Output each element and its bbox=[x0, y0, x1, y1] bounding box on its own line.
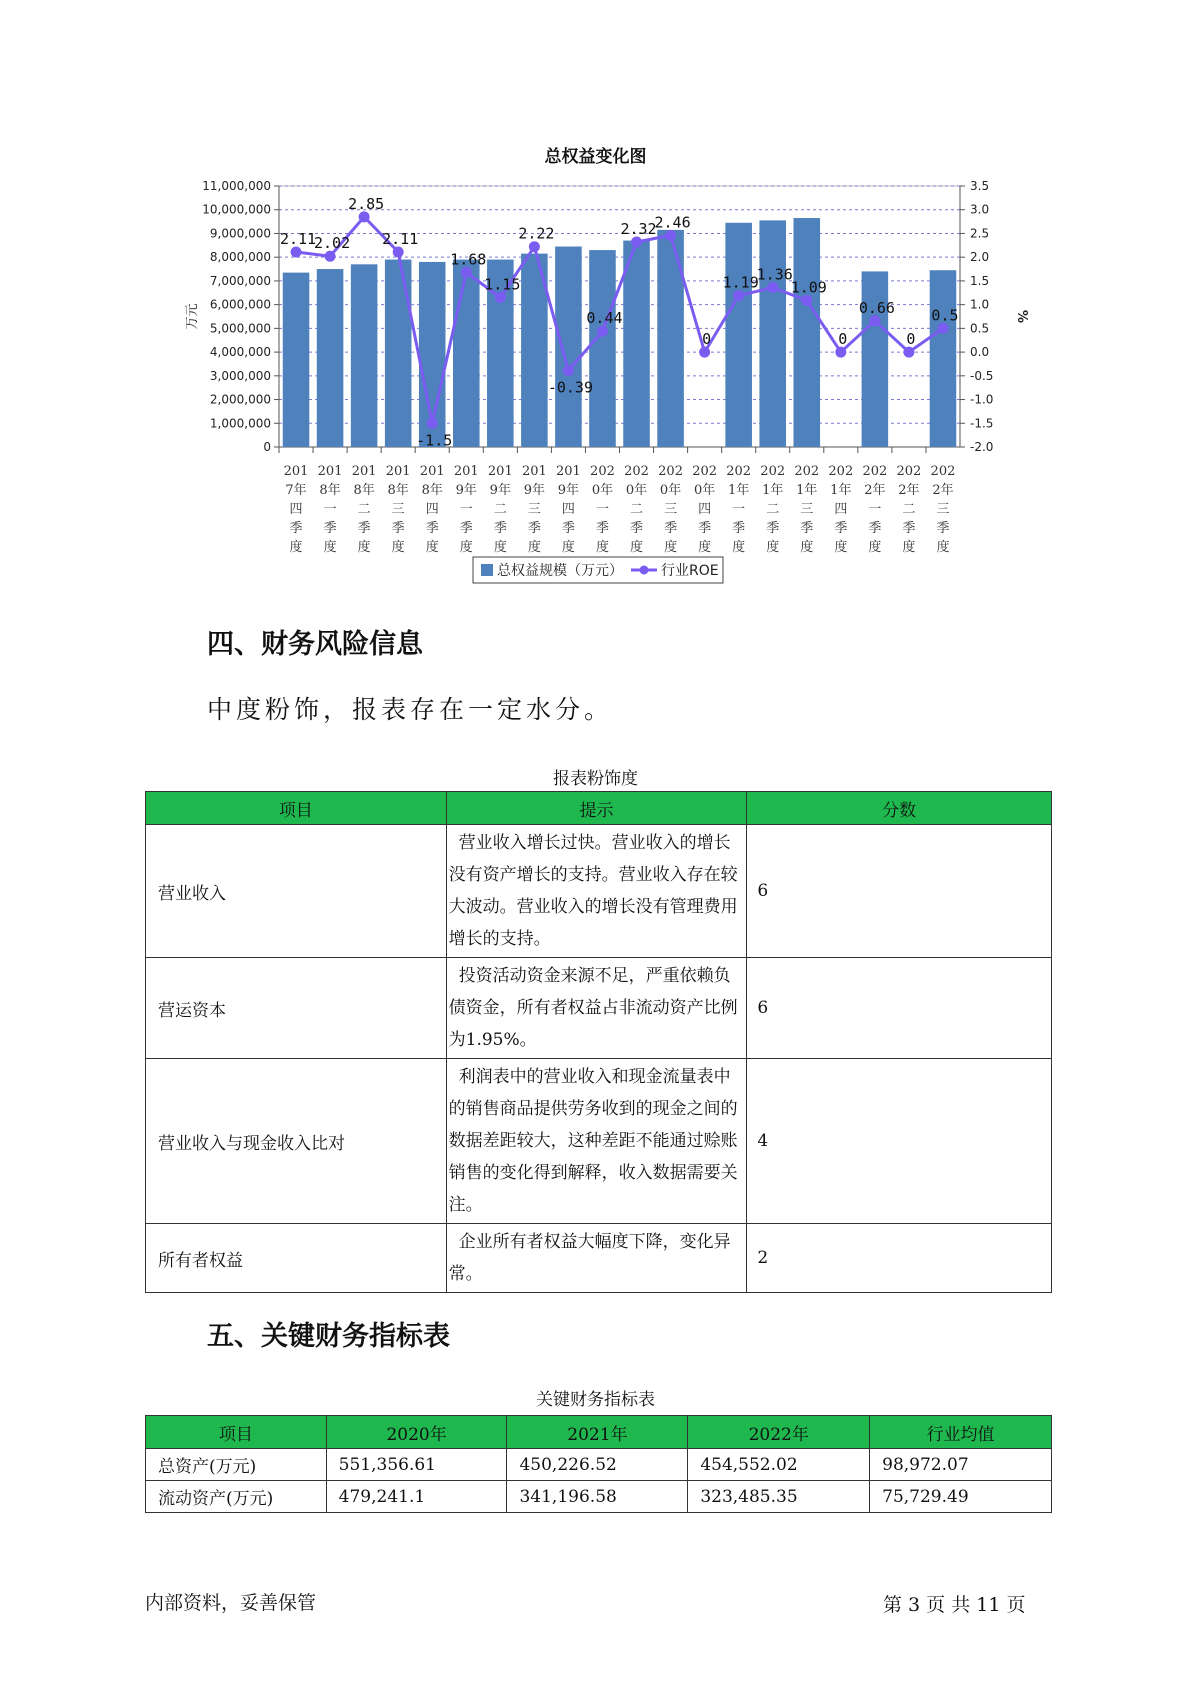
roe-data-label: 0.66 bbox=[858, 298, 895, 317]
x-tick-label: 度 bbox=[357, 540, 371, 555]
x-tick-label: 度 bbox=[766, 540, 780, 555]
table-row bbox=[146, 1059, 1052, 1224]
y-tick-label: 1,000,000 bbox=[209, 416, 271, 431]
score-cell: 4 bbox=[747, 1059, 1052, 1224]
x-tick-label: 9年 bbox=[523, 483, 546, 498]
x-tick-label: 季 bbox=[459, 521, 473, 536]
bar bbox=[862, 271, 889, 447]
x-tick-label: 9年 bbox=[455, 483, 477, 498]
column-header: 2021年 bbox=[507, 1416, 688, 1449]
x-tick-label: 一 bbox=[732, 502, 746, 517]
bar bbox=[793, 218, 820, 447]
x-tick-label: 202 bbox=[896, 464, 922, 479]
x-tick-label: 0年 bbox=[625, 483, 648, 498]
roe-data-label: 2.32 bbox=[620, 219, 657, 238]
legend-label: 行业ROE bbox=[661, 563, 719, 579]
table-cell: 479,241.1 bbox=[326, 1481, 507, 1513]
x-tick-label: 度 bbox=[902, 540, 916, 555]
roe-point bbox=[903, 347, 914, 358]
x-tick-label: 季 bbox=[527, 521, 541, 536]
table-row bbox=[146, 825, 1052, 958]
x-tick-label: 202 bbox=[624, 464, 649, 479]
x-tick-label: 202 bbox=[828, 464, 854, 479]
x-tick-label: 度 bbox=[323, 540, 337, 555]
y-tick-label: 2,000,000 bbox=[209, 392, 271, 407]
x-tick-label: 0年 bbox=[659, 483, 682, 498]
column-header: 提示 bbox=[446, 792, 747, 825]
x-tick-label: 9年 bbox=[489, 483, 511, 498]
y-tick-label: 9,000,000 bbox=[209, 226, 271, 241]
x-tick-label: 度 bbox=[289, 540, 303, 555]
y-tick-label: 0 bbox=[263, 440, 271, 454]
bar bbox=[453, 260, 480, 447]
x-tick-label: 季 bbox=[425, 521, 439, 536]
x-tick-label: 三 bbox=[664, 502, 678, 517]
x-tick-label: 0年 bbox=[591, 483, 614, 498]
x-tick-label: 2年 bbox=[864, 483, 886, 498]
y2-tick-label: -2.0 bbox=[970, 440, 994, 454]
x-tick-label: 0年 bbox=[693, 483, 716, 498]
page-number: 第 3 页 共 11 页 bbox=[883, 1594, 1026, 1616]
risk-summary-text: 中度粉饰，报表存在一定水分。 bbox=[207, 695, 614, 724]
score-cell: 2 bbox=[747, 1224, 1052, 1293]
roe-data-label: 1.09 bbox=[790, 278, 827, 297]
x-tick-label: 三 bbox=[936, 502, 950, 517]
x-tick-label: 二 bbox=[357, 502, 371, 517]
x-tick-label: 度 bbox=[493, 540, 507, 555]
x-tick-label: 9年 bbox=[557, 483, 580, 498]
y2-tick-label: 1.5 bbox=[970, 273, 990, 288]
roe-point bbox=[427, 418, 438, 429]
x-tick-label: 度 bbox=[800, 540, 814, 555]
roe-data-label: 2.22 bbox=[518, 224, 555, 243]
table-cell: 341,196.58 bbox=[507, 1481, 688, 1513]
x-tick-label: 季 bbox=[630, 521, 644, 536]
y2-tick-label: -0.5 bbox=[970, 368, 994, 383]
table-row bbox=[146, 958, 1052, 1059]
x-tick-label: 季 bbox=[357, 521, 371, 536]
tip-cell: 投资活动资金来源不足，严重依赖负债资金，所有者权益占非流动资产比例为1.95%。 bbox=[446, 958, 747, 1059]
column-header: 项目 bbox=[146, 792, 447, 825]
x-tick-label: 201 bbox=[453, 464, 479, 479]
x-tick-label: 季 bbox=[698, 521, 712, 536]
x-tick-label: 2年 bbox=[932, 483, 954, 498]
x-tick-label: 一 bbox=[459, 502, 473, 517]
key-indicators-table bbox=[145, 1415, 1052, 1513]
roe-data-label: 0 bbox=[702, 330, 712, 349]
roe-data-label: 2.11 bbox=[382, 229, 419, 248]
x-tick-label: 季 bbox=[289, 521, 303, 536]
x-tick-label: 三 bbox=[527, 502, 541, 517]
y2-tick-label: -1.5 bbox=[970, 416, 994, 431]
x-tick-label: 季 bbox=[561, 521, 575, 536]
y2-tick-label: 2.5 bbox=[970, 226, 990, 241]
item-cell: 营运资本 bbox=[146, 958, 447, 1059]
table-caption: 关键财务指标表 bbox=[536, 1390, 655, 1410]
legend-label: 总权益规模（万元） bbox=[497, 563, 623, 579]
y2-axis-label: % bbox=[1014, 309, 1029, 324]
x-tick-label: 季 bbox=[766, 521, 780, 536]
bar bbox=[385, 260, 412, 447]
roe-data-label: -0.39 bbox=[547, 378, 594, 397]
x-tick-label: 季 bbox=[595, 521, 609, 536]
x-tick-label: 度 bbox=[595, 540, 609, 555]
legend-line-marker bbox=[640, 566, 649, 575]
table-row bbox=[146, 1224, 1052, 1293]
bar bbox=[759, 220, 786, 447]
x-tick-label: 度 bbox=[732, 540, 746, 555]
legend-bar-swatch bbox=[481, 564, 493, 576]
x-tick-label: 季 bbox=[391, 521, 405, 536]
equity-chart bbox=[0, 0, 1191, 600]
bar bbox=[351, 264, 378, 447]
x-tick-label: 度 bbox=[527, 540, 541, 555]
x-tick-label: 一 bbox=[868, 502, 882, 517]
x-tick-label: 度 bbox=[868, 540, 882, 555]
table-caption: 报表粉饰度 bbox=[553, 769, 638, 789]
column-header: 行业均值 bbox=[870, 1416, 1052, 1449]
roe-point bbox=[325, 251, 336, 262]
bar bbox=[623, 241, 650, 447]
table-cell: 323,485.35 bbox=[688, 1481, 870, 1513]
x-tick-label: 1年 bbox=[830, 483, 852, 498]
x-tick-label: 7年 bbox=[285, 483, 307, 498]
x-tick-label: 四 bbox=[425, 502, 439, 517]
x-tick-label: 202 bbox=[930, 464, 956, 479]
x-tick-label: 1年 bbox=[762, 483, 784, 498]
table-cell: 流动资产(万元) bbox=[146, 1481, 327, 1513]
roe-data-label: 0.5 bbox=[931, 306, 959, 325]
roe-point bbox=[801, 295, 812, 306]
x-tick-label: 季 bbox=[834, 521, 848, 536]
y-tick-label: 7,000,000 bbox=[209, 273, 271, 288]
x-tick-label: 季 bbox=[493, 521, 507, 536]
y-tick-label: 11,000,000 bbox=[202, 179, 271, 193]
roe-point bbox=[937, 323, 948, 334]
x-tick-label: 202 bbox=[862, 464, 888, 479]
roe-point bbox=[529, 241, 540, 252]
item-cell: 营业收入 bbox=[146, 825, 447, 958]
x-tick-label: 三 bbox=[800, 502, 814, 517]
x-tick-label: 8年 bbox=[319, 483, 341, 498]
score-cell: 6 bbox=[747, 825, 1052, 958]
roe-data-label: 1.68 bbox=[450, 250, 487, 269]
roe-data-label: 1.15 bbox=[484, 275, 521, 294]
table-row bbox=[146, 1449, 1052, 1481]
bar bbox=[317, 269, 344, 447]
roe-data-label: -1.5 bbox=[416, 431, 453, 450]
x-tick-label: 四 bbox=[289, 502, 303, 517]
y-tick-label: 3,000,000 bbox=[209, 368, 271, 383]
section-title-key-indicators: 五、关键财务指标表 bbox=[207, 1321, 450, 1352]
x-tick-label: 三 bbox=[391, 502, 405, 517]
x-tick-label: 201 bbox=[419, 464, 445, 479]
x-tick-label: 季 bbox=[868, 521, 882, 536]
roe-point bbox=[359, 211, 370, 222]
roe-point bbox=[597, 326, 608, 337]
roe-point bbox=[767, 282, 778, 293]
roe-point bbox=[563, 365, 574, 376]
y2-tick-label: 0.5 bbox=[970, 321, 990, 336]
x-tick-label: 季 bbox=[323, 521, 337, 536]
x-tick-label: 二 bbox=[902, 502, 916, 517]
y-axis-label: 万元 bbox=[185, 303, 200, 330]
roe-data-label: 1.19 bbox=[722, 273, 759, 292]
roe-data-label: 0.44 bbox=[586, 309, 623, 328]
roe-data-label: 2.02 bbox=[314, 234, 351, 253]
x-tick-label: 201 bbox=[351, 464, 377, 479]
x-tick-label: 度 bbox=[459, 540, 473, 555]
roe-point bbox=[835, 347, 846, 358]
tip-cell: 营业收入增长过快。营业收入的增长没有资产增长的支持。营业收入存在较大波动。营业收入的增长没有管理费用增长的支持。 bbox=[446, 825, 747, 958]
x-tick-label: 8年 bbox=[421, 483, 443, 498]
x-tick-label: 201 bbox=[385, 464, 411, 479]
y2-tick-label: -1.0 bbox=[970, 392, 994, 407]
x-tick-label: 2年 bbox=[898, 483, 920, 498]
y-tick-label: 10,000,000 bbox=[202, 202, 271, 217]
x-tick-label: 201 bbox=[521, 464, 547, 479]
x-tick-label: 201 bbox=[487, 464, 513, 479]
tip-cell: 利润表中的营业收入和现金流量表中的销售商品提供劳务收到的现金之间的数据差距较大，这种差距不能通过赊账销售的变化得到解释，收入数据需要关注。 bbox=[446, 1059, 747, 1224]
x-tick-label: 季 bbox=[936, 521, 950, 536]
score-cell: 6 bbox=[747, 958, 1052, 1059]
x-tick-label: 季 bbox=[902, 521, 916, 536]
roe-point bbox=[291, 246, 302, 257]
footer-confidential-note: 内部资料，妥善保管 bbox=[145, 1592, 317, 1614]
y2-tick-label: 1.0 bbox=[970, 297, 990, 312]
y-tick-label: 6,000,000 bbox=[209, 297, 271, 312]
bar bbox=[930, 270, 957, 447]
x-tick-label: 度 bbox=[630, 540, 644, 555]
item-cell: 营业收入与现金收入比对 bbox=[146, 1059, 447, 1224]
roe-data-label: 2.11 bbox=[279, 229, 317, 248]
roe-point bbox=[733, 290, 744, 301]
column-header: 分数 bbox=[747, 792, 1052, 825]
x-tick-label: 度 bbox=[834, 540, 848, 555]
y-tick-label: 4,000,000 bbox=[209, 345, 271, 360]
x-tick-label: 度 bbox=[391, 540, 405, 555]
table-row bbox=[146, 1481, 1052, 1513]
column-header: 项目 bbox=[146, 1416, 327, 1449]
roe-point bbox=[869, 315, 880, 326]
x-tick-label: 季 bbox=[732, 521, 746, 536]
x-tick-label: 度 bbox=[698, 540, 712, 555]
table-cell: 75,729.49 bbox=[870, 1481, 1052, 1513]
roe-data-label: 2.46 bbox=[654, 213, 691, 232]
tip-cell: 企业所有者权益大幅度下降，变化异常。 bbox=[446, 1224, 747, 1293]
x-tick-label: 二 bbox=[630, 502, 644, 517]
table-cell: 98,972.07 bbox=[870, 1449, 1052, 1481]
x-tick-label: 8年 bbox=[353, 483, 375, 498]
column-header: 2020年 bbox=[326, 1416, 507, 1449]
x-tick-label: 季 bbox=[800, 521, 814, 536]
x-tick-label: 201 bbox=[283, 464, 309, 479]
table-cell: 总资产(万元) bbox=[146, 1449, 327, 1481]
roe-data-label: 0 bbox=[906, 330, 916, 349]
x-tick-label: 度 bbox=[664, 540, 678, 555]
section-title-financial-risk: 四、财务风险信息 bbox=[207, 629, 423, 660]
y2-tick-label: 0.0 bbox=[970, 345, 990, 360]
x-tick-label: 1年 bbox=[796, 483, 818, 498]
whitewash-table bbox=[145, 791, 1052, 1293]
roe-point bbox=[665, 230, 676, 241]
bar bbox=[283, 273, 310, 447]
x-tick-label: 度 bbox=[561, 540, 575, 555]
y2-tick-label: 3.5 bbox=[970, 179, 990, 193]
roe-data-label: 0 bbox=[838, 330, 848, 349]
bar bbox=[725, 223, 752, 447]
x-tick-label: 度 bbox=[936, 540, 950, 555]
x-tick-label: 202 bbox=[760, 464, 786, 479]
bar bbox=[589, 250, 616, 447]
x-tick-label: 202 bbox=[658, 464, 683, 479]
x-tick-label: 二 bbox=[493, 502, 507, 517]
x-tick-label: 201 bbox=[556, 464, 581, 479]
x-tick-label: 202 bbox=[726, 464, 752, 479]
x-tick-label: 202 bbox=[794, 464, 820, 479]
x-tick-label: 1年 bbox=[728, 483, 750, 498]
roe-point bbox=[393, 246, 404, 257]
x-tick-label: 四 bbox=[834, 502, 848, 517]
bar bbox=[555, 247, 582, 447]
x-tick-label: 二 bbox=[766, 502, 780, 517]
x-tick-label: 一 bbox=[595, 502, 609, 517]
x-tick-label: 201 bbox=[317, 464, 343, 479]
roe-point bbox=[631, 236, 642, 247]
y2-tick-label: 2.0 bbox=[970, 250, 990, 265]
table-cell: 551,356.61 bbox=[326, 1449, 507, 1481]
roe-point bbox=[699, 347, 710, 358]
item-cell: 所有者权益 bbox=[146, 1224, 447, 1293]
y2-tick-label: 3.0 bbox=[970, 202, 990, 217]
y-tick-label: 5,000,000 bbox=[209, 321, 271, 336]
table-cell: 454,552.02 bbox=[688, 1449, 870, 1481]
column-header: 2022年 bbox=[688, 1416, 870, 1449]
x-tick-label: 季 bbox=[664, 521, 678, 536]
x-tick-label: 度 bbox=[425, 540, 439, 555]
roe-data-label: 1.36 bbox=[756, 265, 793, 284]
x-tick-label: 8年 bbox=[387, 483, 409, 498]
y-tick-label: 8,000,000 bbox=[209, 250, 271, 265]
chart-title: 总权益变化图 bbox=[544, 147, 647, 167]
x-tick-label: 202 bbox=[590, 464, 615, 479]
table-cell: 450,226.52 bbox=[507, 1449, 688, 1481]
roe-point bbox=[461, 267, 472, 278]
x-tick-label: 一 bbox=[323, 502, 337, 517]
roe-data-label: 2.85 bbox=[348, 194, 385, 213]
roe-point bbox=[495, 292, 506, 303]
x-tick-label: 202 bbox=[692, 464, 718, 479]
x-tick-label: 四 bbox=[561, 502, 575, 517]
x-tick-label: 四 bbox=[698, 502, 712, 517]
